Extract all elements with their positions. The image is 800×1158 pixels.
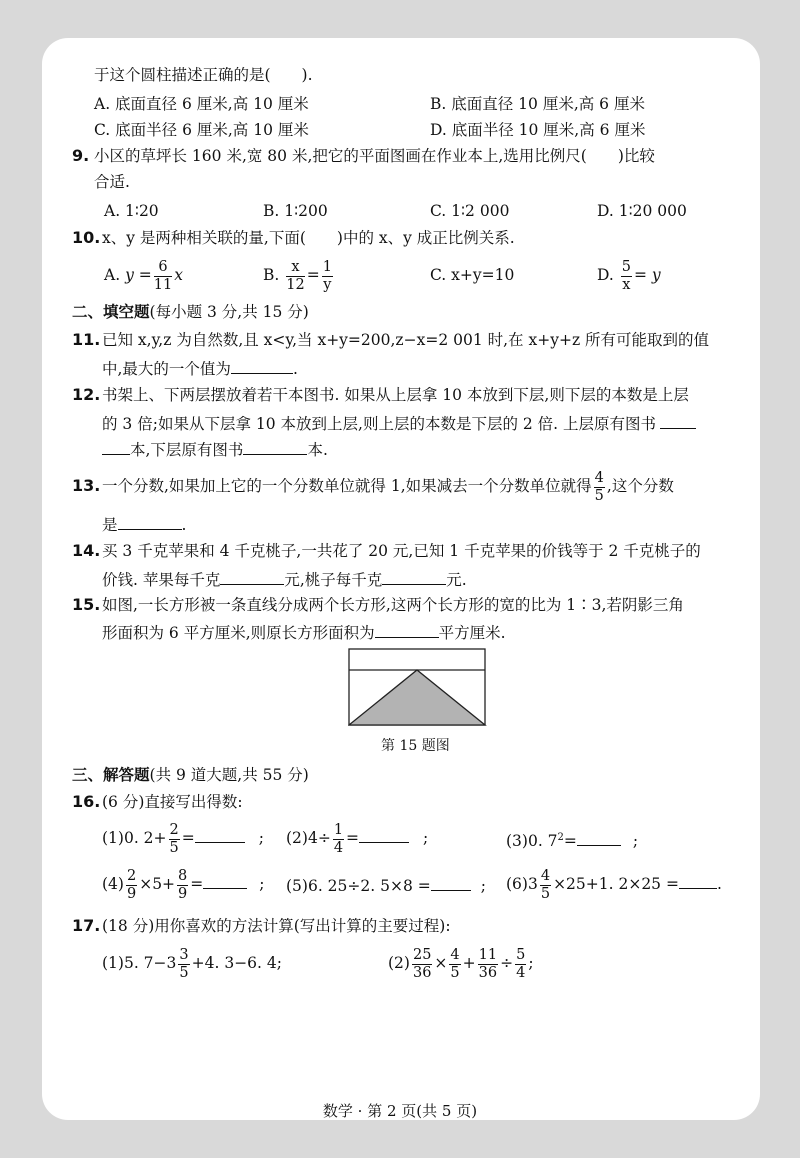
q17-p2-d3: 36 xyxy=(478,964,498,981)
q15-line2b: 平方厘米. xyxy=(438,624,506,642)
q16-p6-den: 5 xyxy=(540,885,551,902)
q16-p1-den: 5 xyxy=(169,839,179,856)
q16-p4-fraction1 xyxy=(126,868,137,903)
q10-option-c: C. x+y=10 xyxy=(430,266,515,284)
q16-p4-den: 9 xyxy=(126,885,137,902)
q17-p1-den: 5 xyxy=(179,964,189,981)
q16-p6-b: ×25+1. 2×25 = xyxy=(553,875,679,893)
q16-p2-den: 4 xyxy=(333,839,344,856)
q16-p1-semicolon: ; xyxy=(258,829,264,847)
q15-caption: 第 15 题图 xyxy=(381,738,450,754)
q16-part5 xyxy=(286,874,486,896)
q8-option-b: B. 底面直径 10 厘米,高 6 厘米 xyxy=(430,95,645,113)
q16-p2-semicolon: ; xyxy=(423,829,429,847)
q16-p2-a: (2)4÷ xyxy=(286,829,331,847)
q10-a-fraction xyxy=(154,259,172,294)
q10-a-num: 6 xyxy=(154,259,172,277)
q17-part2 xyxy=(388,945,534,982)
q16-p4-num: 2 xyxy=(126,867,137,884)
q10-b-label: B. xyxy=(263,266,280,284)
q10-a-den: 11 xyxy=(153,276,173,293)
q10-option-a xyxy=(104,257,183,294)
section2-heading xyxy=(72,302,309,322)
q8-option-a: A. 底面直径 6 厘米,高 10 厘米 xyxy=(94,95,309,113)
q14-line2b: 元,桃子每千克 xyxy=(284,571,383,589)
q11-answer-blank[interactable] xyxy=(231,357,293,374)
q14-line2a: 价钱. 苹果每千克 xyxy=(102,571,221,589)
section3-heading xyxy=(72,765,309,785)
q17-p2-d1: 36 xyxy=(412,964,432,981)
q10-b-num2: 1 xyxy=(322,258,332,275)
q16-p5-blank[interactable] xyxy=(431,874,471,891)
q17-p2-fraction3 xyxy=(478,947,498,982)
q15-figure xyxy=(348,648,488,728)
q10-a-tail: x xyxy=(174,266,183,284)
q17-part1 xyxy=(102,945,282,982)
q16-part6 xyxy=(506,866,722,903)
q16-p5-text: (5)6. 25÷2. 5×8 = xyxy=(286,877,431,895)
q12-line2-text: 的 3 倍;如果从下层拿 10 本放到上层,则上层的本数是下层的 2 倍. 上层原有图书 xyxy=(102,415,657,433)
q10-b-den: 12 xyxy=(286,276,305,293)
q16-p1-a: (1)0. 2+ xyxy=(102,829,167,847)
q17-p2-fraction4 xyxy=(515,947,526,982)
q17-p2-a: (2) xyxy=(388,954,410,972)
q14-blank-peach[interactable] xyxy=(382,568,446,585)
q16-p1-fraction xyxy=(169,822,180,857)
q10-a-label: A. xyxy=(104,266,121,284)
q17-p2-op1: × xyxy=(434,954,448,972)
q17-p2-op3: ÷ xyxy=(500,954,514,972)
q10-d-fraction xyxy=(621,259,632,294)
q17-p1-fraction xyxy=(178,947,189,982)
q16-p4-a: (4) xyxy=(102,875,124,893)
q12-line3a: 本,下层原有图书 xyxy=(130,441,244,459)
q14-blank-apple[interactable] xyxy=(220,568,284,585)
q13-answer-blank[interactable] xyxy=(118,513,182,530)
q13-line2-text: 是 xyxy=(102,516,118,534)
q16-part1 xyxy=(102,820,264,857)
q16-part4 xyxy=(102,866,265,903)
q12-line3 xyxy=(102,438,328,460)
q13-end: . xyxy=(181,516,187,534)
section2-note: (每小题 3 分,共 15 分) xyxy=(149,303,309,321)
q14-line2 xyxy=(102,568,467,590)
q9-option-b: B. 1∶200 xyxy=(263,202,328,220)
q11-number: 11. xyxy=(72,330,101,349)
q12-blank-upper-part2[interactable] xyxy=(102,438,130,455)
q16-p6-a: (6)3 xyxy=(506,875,538,893)
q10-d-num: 5 xyxy=(621,258,631,275)
q14-line2c: 元. xyxy=(446,571,467,589)
q16-p4-fraction2 xyxy=(177,868,188,903)
q16-stem: (6 分)直接写出得数: xyxy=(102,793,243,811)
q17-p2-n3: 11 xyxy=(478,946,498,963)
q12-blank-lower[interactable] xyxy=(243,438,307,455)
q16-p1-blank[interactable] xyxy=(195,826,245,843)
q10-b-num: x xyxy=(286,259,304,277)
q17-p2-n2: 4 xyxy=(450,946,460,963)
q16-p2-fraction xyxy=(333,822,344,857)
q15-answer-blank[interactable] xyxy=(375,621,439,638)
q16-p2-b: = xyxy=(346,829,360,847)
q13-number: 13. xyxy=(72,476,101,495)
q16-p1-b: = xyxy=(181,829,195,847)
q16-p4-den2: 9 xyxy=(178,885,188,902)
q16-p2-num: 1 xyxy=(333,821,344,838)
q16-p4-b: ×5+ xyxy=(139,875,176,893)
q10-b-eq: = xyxy=(306,266,320,284)
q11-line1: 已知 x,y,z 为自然数,且 x<y,当 x+y=200,z−x=2 001 时,在 x+y+z 所有可能取到的值 xyxy=(102,331,710,349)
q9-option-d: D. 1∶20 000 xyxy=(597,202,687,220)
q16-p4-blank[interactable] xyxy=(203,872,247,889)
q17-p2-n1: 25 xyxy=(412,946,432,963)
q16-p3-blank[interactable] xyxy=(577,829,621,846)
q15-line2a: 形面积为 6 平方厘米,则原长方形面积为 xyxy=(102,624,375,642)
q14-line1: 买 3 千克苹果和 4 千克桃子,一共花了 20 元,已知 1 千克苹果的价钱等于 2 千克桃子的 xyxy=(102,542,701,560)
q17-number: 17. xyxy=(72,916,101,935)
q14-number: 14. xyxy=(72,541,101,560)
q16-part3 xyxy=(506,828,638,851)
section3-title: 三、解答题 xyxy=(72,766,150,784)
q8-option-c: C. 底面半径 6 厘米,高 10 厘米 xyxy=(94,121,309,139)
q10-b-den2: y xyxy=(323,276,332,293)
q15-line1: 如图,一长方形被一条直线分成两个长方形,这两个长方形的宽的比为 1∶3,若阴影三角 xyxy=(102,596,684,614)
q16-p6-fraction xyxy=(540,868,551,903)
q13-line1-tail: ,这个分数 xyxy=(606,477,674,495)
q17-p2-fraction2 xyxy=(449,947,460,982)
q13-frac-den: 5 xyxy=(594,487,604,504)
q10-d-den: x xyxy=(622,276,631,293)
q10-number: 10. xyxy=(72,228,101,247)
q13-line2 xyxy=(102,513,186,535)
q16-p6-num: 4 xyxy=(540,867,551,884)
q12-line3b: 本. xyxy=(307,441,328,459)
q13-line1-text: 一个分数,如果加上它的一个分数单位就得 1,如果减去一个分数单位就得 xyxy=(102,477,592,495)
q17-p2-fraction1 xyxy=(412,947,432,982)
q11-end: . xyxy=(292,360,298,378)
q10-stem: x、y 是两种相关联的量,下面( )中的 x、y 成正比例关系. xyxy=(102,229,515,247)
q12-blank-upper-part1[interactable] xyxy=(660,412,696,429)
q12-number: 12. xyxy=(72,385,101,404)
q12-line2 xyxy=(102,412,696,434)
q13-fraction xyxy=(594,470,605,505)
q16-p4-semicolon: ; xyxy=(259,875,265,893)
q16-part2 xyxy=(286,820,428,857)
q16-p6-blank[interactable] xyxy=(679,872,717,889)
q16-p3-b: = xyxy=(563,832,577,851)
q10-b-fraction2 xyxy=(322,259,333,294)
q13-line1 xyxy=(102,468,674,505)
q17-p2-op2: + xyxy=(462,954,476,972)
q9-line2: 合适. xyxy=(94,173,130,191)
q9-line1: 小区的草坪长 160 米,宽 80 米,把它的平面图画在作业本上,选用比例尺( )比较 xyxy=(94,147,655,165)
q16-number: 16. xyxy=(72,792,101,811)
q10-option-d xyxy=(597,257,661,294)
q8-stem-tail: 于这个圆柱描述正确的是( ). xyxy=(94,66,313,84)
q9-option-c: C. 1∶2 000 xyxy=(430,202,510,220)
q17-p2-end: ; xyxy=(528,954,534,972)
q16-p4-num2: 8 xyxy=(178,867,188,884)
q8-option-d: D. 底面半径 10 厘米,高 6 厘米 xyxy=(430,121,646,139)
q17-p1-b: +4. 3−6. 4; xyxy=(191,954,282,972)
q11-line2-text: 中,最大的一个值为 xyxy=(102,360,231,378)
q17-p2-d4: 4 xyxy=(516,964,526,981)
q17-p1-num: 3 xyxy=(179,946,189,963)
q16-p3-semicolon: ; xyxy=(632,832,639,851)
q17-stem: (18 分)用你喜欢的方法计算(写出计算的主要过程): xyxy=(102,917,451,935)
q10-a-lhs: y = xyxy=(125,266,152,284)
section3-note: (共 9 道大题,共 55 分) xyxy=(149,766,309,784)
q16-p3-sup: 2 xyxy=(557,832,564,843)
q16-p3-a: (3)0. 7 xyxy=(506,832,558,851)
q15-line2 xyxy=(102,621,506,643)
q10-d-label: D. xyxy=(597,266,614,284)
q12-line1: 书架上、下两层摆放着若干本图书. 如果从上层拿 10 本放到下层,则下层的本数是上层 xyxy=(102,386,689,404)
q9-number: 9. xyxy=(72,146,90,165)
section2-title: 二、填空题 xyxy=(72,303,150,321)
q10-b-fraction1 xyxy=(286,259,304,294)
q10-option-b xyxy=(263,257,335,294)
q16-p2-blank[interactable] xyxy=(359,826,409,843)
q9-option-a: A. 1∶20 xyxy=(104,202,159,220)
q17-p1-a: (1)5. 7−3 xyxy=(102,954,177,972)
q10-d-tail: = y xyxy=(633,266,661,284)
q16-p5-semicolon: ; xyxy=(480,877,486,895)
q13-frac-num: 4 xyxy=(594,469,604,486)
q16-p1-num: 2 xyxy=(169,821,179,838)
q16-p6-period: . xyxy=(716,875,722,893)
page-footer: 数学 · 第 2 页(共 5 页) xyxy=(322,1102,478,1120)
q17-p2-d2: 5 xyxy=(450,964,460,981)
q16-p4-c: = xyxy=(190,875,204,893)
q11-line2 xyxy=(102,357,298,379)
q17-p2-n4: 5 xyxy=(516,946,526,963)
q15-number: 15. xyxy=(72,595,101,614)
